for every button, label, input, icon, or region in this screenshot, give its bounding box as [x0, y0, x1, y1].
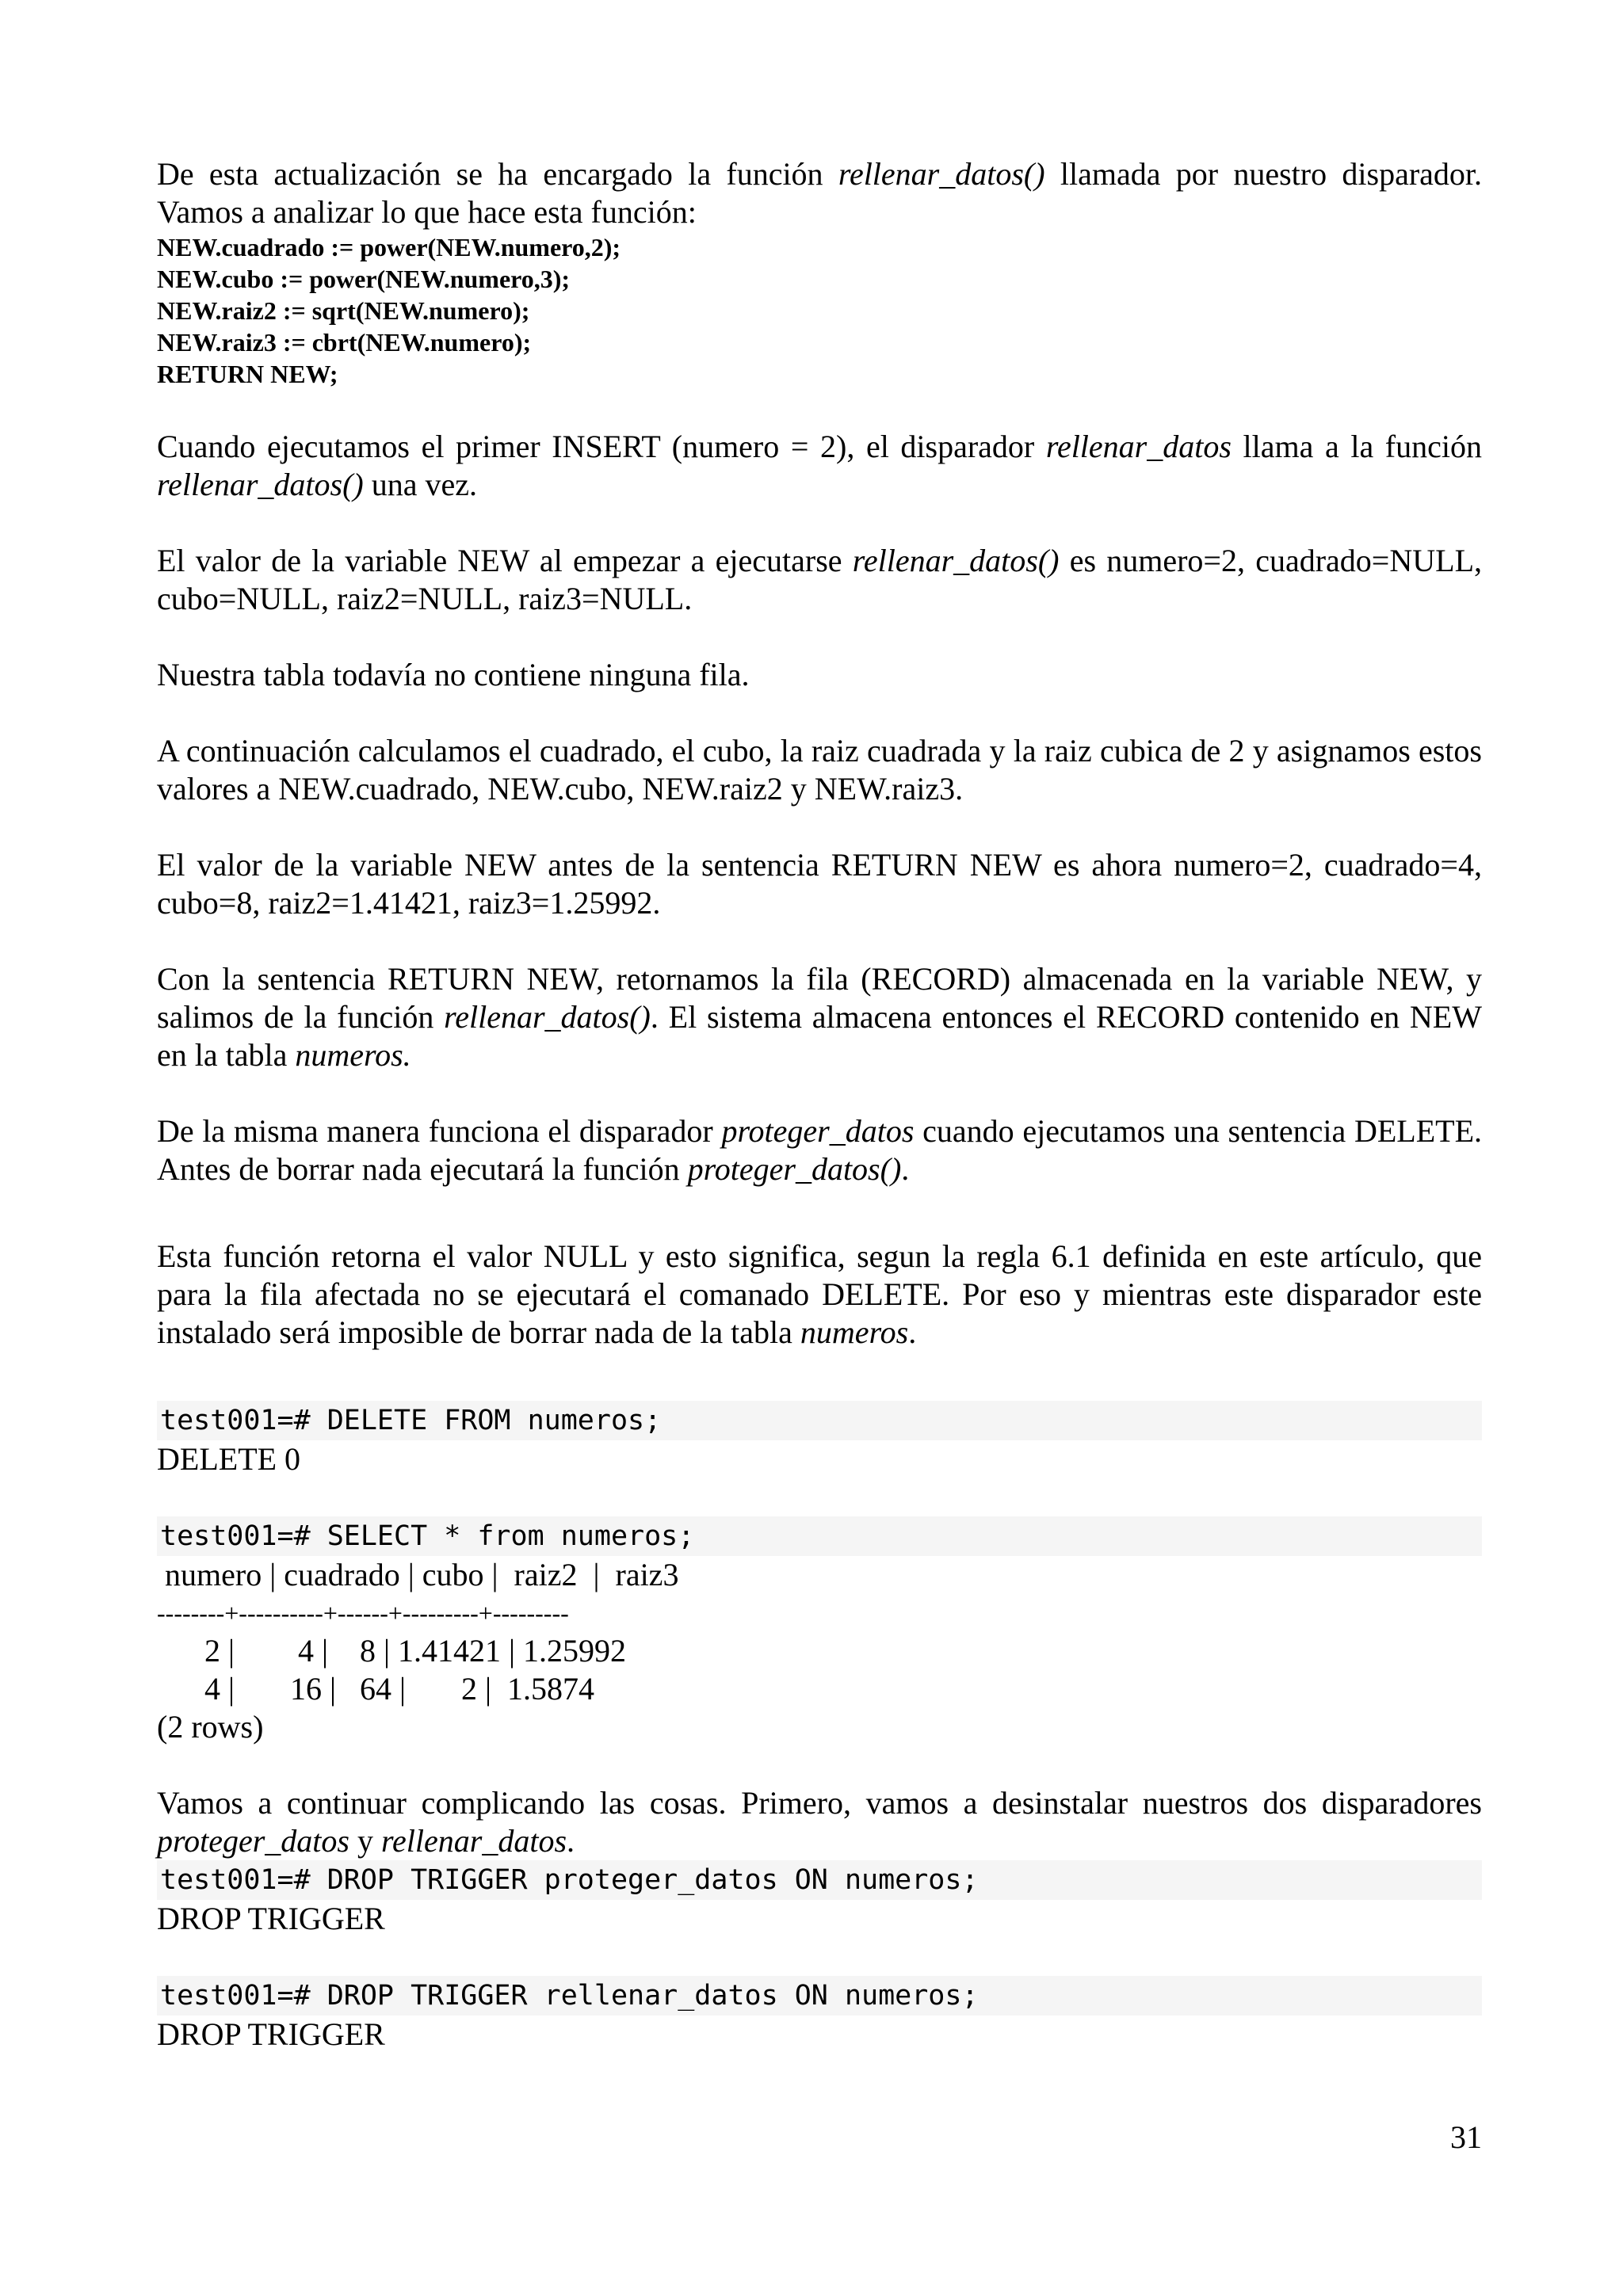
output-delete: DELETE 0 [157, 1441, 301, 1477]
code-line: NEW.cuadrado := power(NEW.numero,2); [157, 233, 621, 261]
command-drop-proteger: test001=# DROP TRIGGER proteger_datos ON numeros; [157, 1860, 1482, 1900]
paragraph-return-new: Con la sentencia RETURN NEW, retornamos la fila (RECORD) almacenada en la variable NEW, y salimos de la función rellenar_datos(). El sistema almacena entonces el RECORD contenido en NEW en la tabla numeros. [157, 961, 1482, 1073]
select-output [157, 1556, 1482, 1746]
paragraph-first-insert: Cuando ejecutamos el primer INSERT (numero = 2), el disparador rellenar_datos llama a la función rellenar_datos() una vez. [157, 429, 1482, 502]
output-line: --------+----------+------+---------+--------- [157, 1599, 569, 1627]
command-drop-rellenar: test001=# DROP TRIGGER rellenar_datos ON numeros; [157, 1976, 1482, 2016]
paragraph-empty-table: Nuestra tabla todavía no contiene ninguna fila. [157, 657, 750, 692]
command-select: test001=# SELECT * from numeros; [157, 1516, 1482, 1556]
output-drop-rellenar: DROP TRIGGER [157, 2016, 385, 2052]
paragraph-initial-value: El valor de la variable NEW al empezar a ejecutarse rellenar_datos() es numero=2, cuadrado=NULL, cubo=NULL, raiz2=NULL, raiz3=NULL. [157, 543, 1483, 616]
document-page [157, 155, 1482, 2054]
output-line: 2 | 4 | 8 | 1.41421 | 1.25992 [157, 1633, 627, 1669]
paragraph-proteger: De la misma manera funciona el disparador proteger_datos cuando ejecutamos una sentencia DELETE. Antes de borrar nada ejecutará la función proteger_datos(). [157, 1113, 1483, 1187]
output-drop-proteger: DROP TRIGGER [157, 1901, 385, 1936]
code-line: NEW.cubo := power(NEW.numero,3); [157, 265, 571, 293]
output-line: (2 rows) [157, 1709, 264, 1745]
command-delete: test001=# DELETE FROM numeros; [157, 1401, 1482, 1440]
page-number: 31 [1450, 2119, 1482, 2155]
paragraph-calculation: A continuación calculamos el cuadrado, el cubo, la raiz cuadrada y la raiz cubica de 2 y asignamos estos valores a NEW.cuadrado, NEW.cubo, NEW.raiz2 y NEW.raiz3. [157, 733, 1482, 807]
code-line: RETURN NEW; [157, 360, 338, 388]
output-line: 4 | 16 | 64 | 2 | 1.5874 [157, 1671, 595, 1707]
paragraph-drop-intro: Vamos a continuar complicando las cosas. Primero, vamos a desinstalar nuestros dos disparadores proteger_datos y rellenar_datos. [157, 1785, 1482, 1859]
paragraph-new-value: El valor de la variable NEW antes de la sentencia RETURN NEW es ahora numero=2, cuadrado=4, cubo=8, raiz2=1.41421, raiz3=1.25992. [157, 847, 1482, 921]
code-block [157, 231, 1482, 390]
code-line: NEW.raiz3 := cbrt(NEW.numero); [157, 328, 532, 357]
paragraph-null-return: Esta función retorna el valor NULL y esto significa, segun la regla 6.1 definida en este artículo, que para la fila afectada no se ejecutará el comanado DELETE. Por eso y mientras este disparador este instalado será imposible de borrar nada de la tabla numeros. [157, 1238, 1482, 1350]
output-line: numero | cuadrado | cubo | raiz2 | raiz3 [157, 1557, 679, 1592]
paragraph-intro: De esta actualización se ha encargado la función rellenar_datos() llamada por nuestro disparador. Vamos a analizar lo que hace esta función: [157, 156, 1483, 230]
code-line: NEW.raiz2 := sqrt(NEW.numero); [157, 296, 530, 325]
